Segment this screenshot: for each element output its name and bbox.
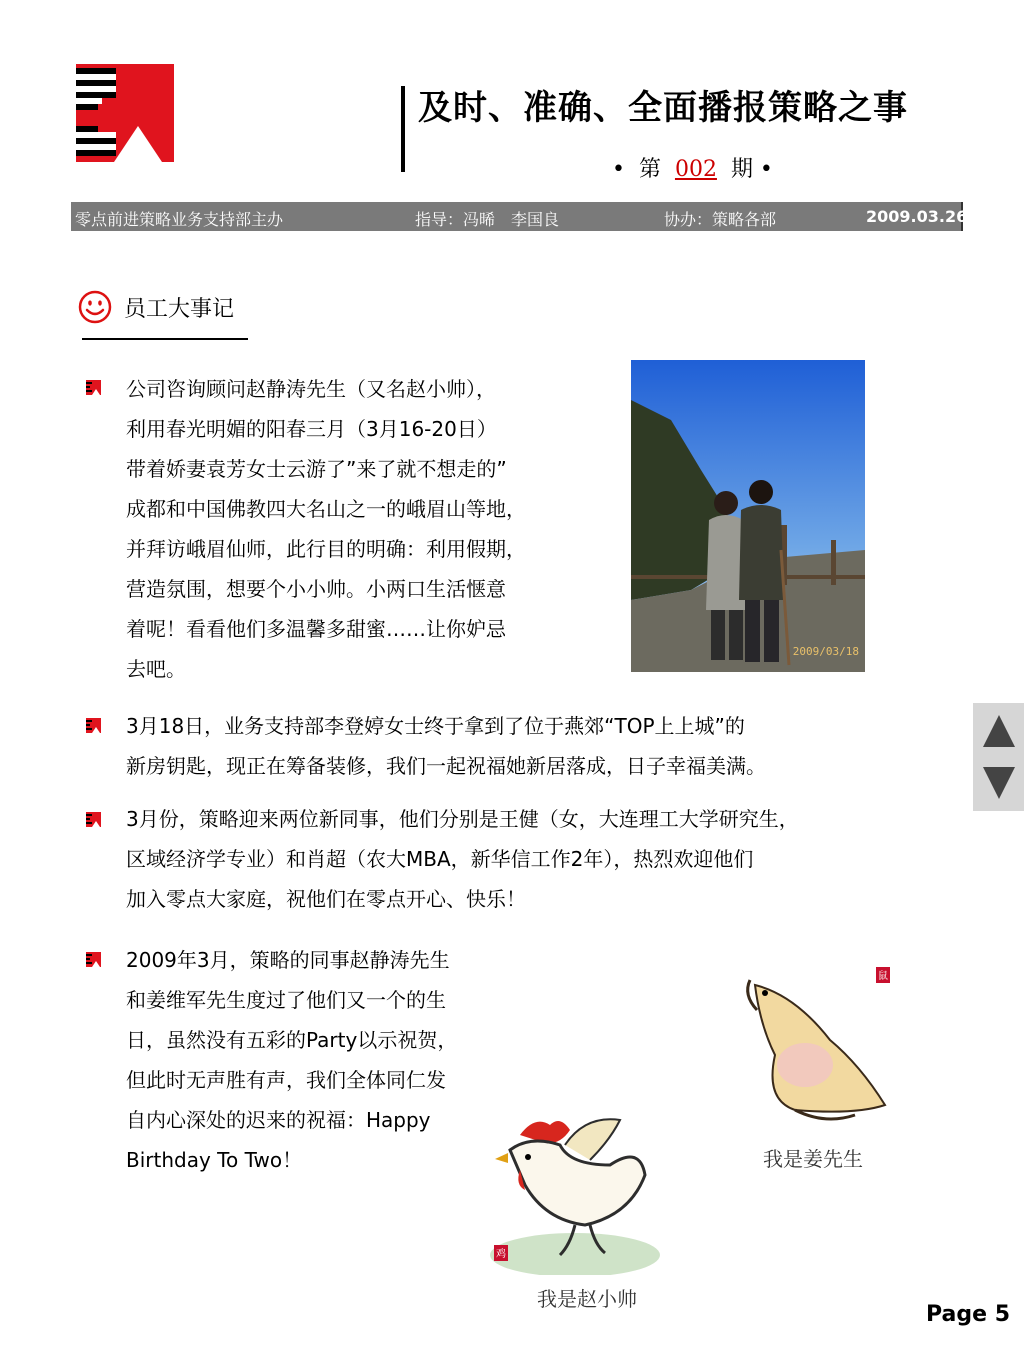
news-item-2: 3月18日，业务支持部李登婷女士终于拿到了位于燕郊“TOP上上城”的 新房钥匙，现正在筹备装修，我们一起祝福她新居落成，日子幸福美满。 xyxy=(126,714,766,778)
banner-assist: 协办：策略各部 xyxy=(664,210,777,229)
news-item-3: 3月份，策略迎来两位新同事，他们分别是王健（女，大连理工大学研究生， 区域经济学专业）和肖超（农大MBA，新华信工作2年），热烈欢迎他们 加入零点大家庭，祝他们在零点开心、快乐！ xyxy=(126,807,799,911)
banner-guidance: 指导：冯晞 李国良 xyxy=(415,210,560,229)
issue-suffix: 期 • xyxy=(716,157,773,182)
mouse-illustration xyxy=(735,965,900,1130)
rooster-caption: 我是赵小帅 xyxy=(537,1287,637,1311)
red-bullet-icon xyxy=(86,952,101,967)
news-item-4: 2009年3月，策略的同事赵静涛先生 和姜维军先生度过了他们又一个的生 日，虽然没有五彩的Party以示祝贺， 但此时无声胜有声，我们全体同仁发 自内心深处的迟来的祝福：Happy Birthday To Two！ xyxy=(126,948,458,1172)
issue-number: 002 xyxy=(674,157,717,182)
page-number: Page 5 xyxy=(926,1302,1011,1327)
page-nav xyxy=(973,703,1024,811)
red-bullet-icon xyxy=(86,812,101,827)
rooster-illustration xyxy=(490,1105,660,1275)
page-down-icon[interactable] xyxy=(981,765,1017,801)
mouse-caption: 我是姜先生 xyxy=(763,1147,863,1171)
couple-photo xyxy=(631,360,865,672)
news-item-1: 公司咨询顾问赵静涛先生（又名赵小帅）， 利用春光明媚的阳春三月（3月16-20日） 带着娇妻袁芳女士云游了”来了就不想走的” 成都和中国佛教四大名山之一的峨眉山等地， 并拜访峨眉仙师，此行目的明确：利用假期， 营造氛围，想要个小小帅。小两口生活惬意 着呢！看看他们多温馨多甜蜜……让你妒忌 去吧。 xyxy=(126,377,526,681)
red-bullet-icon xyxy=(86,380,101,395)
banner-date: 2009.03.26 xyxy=(866,207,968,226)
rooster-seal: 鸡 xyxy=(496,1249,506,1260)
title-divider xyxy=(401,86,405,172)
issue-prefix: • 第 xyxy=(612,157,675,182)
issue-line xyxy=(612,152,773,183)
section-title: 员工大事记 xyxy=(124,297,235,322)
photo-date-stamp: 2009/03/18 xyxy=(792,645,859,658)
company-logo xyxy=(76,64,174,162)
mouse-seal: 鼠 xyxy=(878,971,888,982)
banner-organizer: 零点前进策略业务支持部主办 xyxy=(75,210,284,229)
info-banner xyxy=(71,202,968,231)
section-underline xyxy=(82,338,248,340)
smiley-icon xyxy=(78,290,112,324)
page-up-icon[interactable] xyxy=(981,713,1017,749)
page-title: 及时、准确、全面播报策略之事 xyxy=(418,88,908,128)
red-bullet-icon xyxy=(86,718,101,733)
